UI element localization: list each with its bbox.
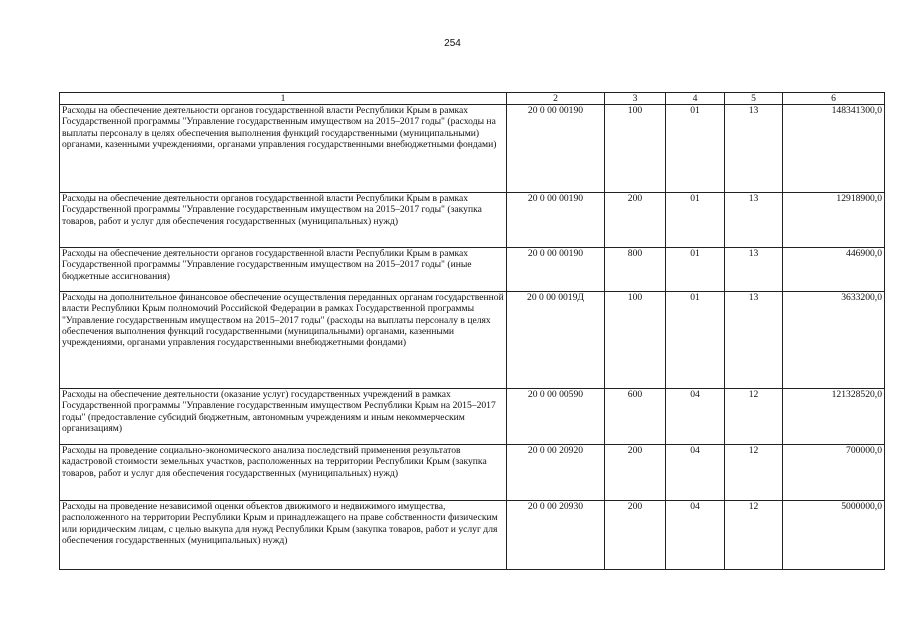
expense-type: 200 (605, 445, 666, 501)
expense-type: 100 (605, 292, 666, 389)
amount: 148341300,0 (783, 105, 885, 193)
table-row (60, 248, 885, 292)
subsection: 12 (725, 501, 783, 570)
budget-code: 20 0 00 20930 (507, 501, 605, 570)
header-cell-3: 3 (605, 93, 666, 105)
expense-name: Расходы на обеспечение деятельности (оказание услуг) государственных учреждений в рамках Государственной программы "Управление государственным имуществом Республики Крым на 2015–2017 годы" (предоставление субсидий бюджетным, автономным учреждениям и иным некоммерческим организациям) (60, 389, 507, 445)
subsection: 12 (725, 389, 783, 445)
expense-type: 100 (605, 105, 666, 193)
expense-name: Расходы на обеспечение деятельности органов государственной власти Республики Крым в рамках Государственной программы "Управление государственным имуществом на 2015–2017 годы" (расходы на выплаты персоналу в целях обеспечения выполнения функций государственными (муниципальными) органами, казенными учреждениями, органами управления государственными внебюджетными фондами) (60, 105, 507, 193)
expense-name: Расходы на обеспечение деятельности органов государственной власти Республики Крым в рамках Государственной программы "Управление государственным имуществом на 2015–2017 годы" (иные бюджетные ассигнования) (60, 248, 507, 292)
section: 01 (666, 105, 725, 193)
header-cell-6: 6 (783, 93, 885, 105)
budget-table (59, 92, 885, 570)
header-row (60, 93, 885, 105)
amount: 3633200,0 (783, 292, 885, 389)
table-body (60, 105, 885, 570)
amount: 5000000,0 (783, 501, 885, 570)
section: 04 (666, 389, 725, 445)
section: 01 (666, 248, 725, 292)
expense-type: 200 (605, 501, 666, 570)
expense-name: Расходы на дополнительное финансовое обеспечение осуществления переданных органам государственной власти Республики Крым полномочий Российской Федерации в рамках Государственной программы "Управление государственным имуществом на 2015–2017 годы" (расходы на выплаты персоналу в целях обеспечения выполнения функций государственными (муниципальными) органами, казенными учреждениями, органами управления государственными внебюджетными фондами) (60, 292, 507, 389)
subsection: 13 (725, 105, 783, 193)
subsection: 13 (725, 292, 783, 389)
table-row (60, 193, 885, 248)
amount: 700000,0 (783, 445, 885, 501)
budget-code: 20 0 00 00590 (507, 389, 605, 445)
header-cell-2: 2 (507, 93, 605, 105)
page-number: 254 (444, 38, 461, 49)
header-cell-1: 1 (60, 93, 507, 105)
section: 04 (666, 501, 725, 570)
expense-name: Расходы на проведение независимой оценки объектов движимого и недвижимого имущества, расположенного на территории Республики Крым и принадлежащего на праве собственности физическим или юридическим лицам, с целью выкупа для нужд Республики Крым (закупка товаров, работ и услуг для обеспечения государственных (муниципальных) нужд) (60, 501, 507, 570)
budget-code: 20 0 00 00190 (507, 105, 605, 193)
table-row (60, 445, 885, 501)
table-row (60, 389, 885, 445)
header-cell-4: 4 (666, 93, 725, 105)
header-cell-5: 5 (725, 93, 783, 105)
budget-code: 20 0 00 00190 (507, 248, 605, 292)
budget-code: 20 0 00 0019Д (507, 292, 605, 389)
table-row (60, 292, 885, 389)
subsection: 12 (725, 445, 783, 501)
table-row (60, 501, 885, 570)
amount: 446900,0 (783, 248, 885, 292)
expense-type: 600 (605, 389, 666, 445)
expense-name: Расходы на проведение социально-экономического анализа последствий применения результатов кадастровой стоимости земельных участков, расположенных на территории Республики Крым (закупка товаров, работ и услуг для обеспечения государственных (муниципальных) нужд) (60, 445, 507, 501)
budget-code: 20 0 00 20920 (507, 445, 605, 501)
section: 01 (666, 292, 725, 389)
expense-name: Расходы на обеспечение деятельности органов государственной власти Республики Крым в рамках Государственной программы "Управление государственным имуществом на 2015–2017 годы" (закупка товаров, работ и услуг для обеспечения государственных (муниципальных) нужд) (60, 193, 507, 248)
amount: 12918900,0 (783, 193, 885, 248)
table-header (60, 93, 885, 105)
section: 01 (666, 193, 725, 248)
subsection: 13 (725, 193, 783, 248)
table-row (60, 105, 885, 193)
expense-type: 200 (605, 193, 666, 248)
expense-type: 800 (605, 248, 666, 292)
section: 04 (666, 445, 725, 501)
amount: 121328520,0 (783, 389, 885, 445)
budget-code: 20 0 00 00190 (507, 193, 605, 248)
subsection: 13 (725, 248, 783, 292)
